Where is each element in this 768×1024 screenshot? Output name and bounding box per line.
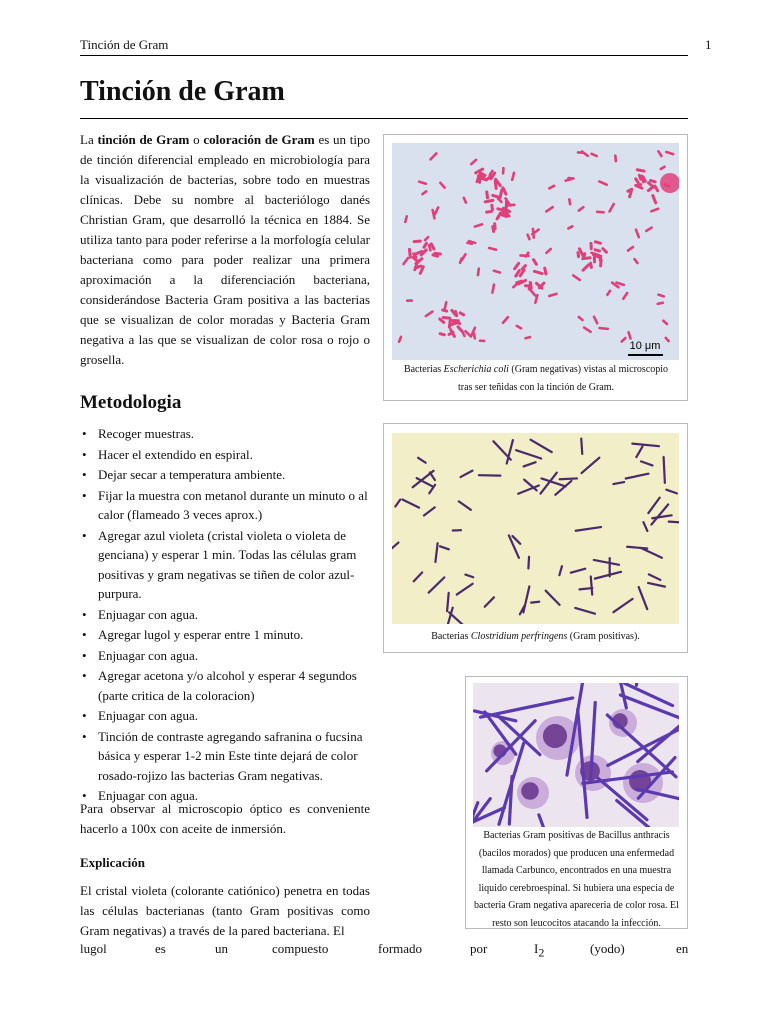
methodology-step: • Agregar azul violeta (cristal violeta o violeta de genciana) y esperar 1 min. Todas las células gram positivas y gram negativas se tiñen de color azul-purpura. xyxy=(80,526,372,604)
closing-line: Para observar al microscopio óptico es conveniente xyxy=(80,801,370,816)
intro-line: de tinción diferencial empleado en microbiología para xyxy=(80,152,370,167)
text-run: Escherichia coli xyxy=(443,364,509,375)
explanation-last-line xyxy=(80,941,688,971)
explanation-word: compuesto xyxy=(272,941,329,956)
formula-base: I xyxy=(534,941,539,956)
explanation-word: es xyxy=(155,941,166,956)
figure-ecoli xyxy=(383,134,688,401)
explanation-word: lugol xyxy=(80,941,107,956)
explanation-paragraph xyxy=(80,881,370,941)
methodology-step: • Tinción de contraste agregando safranina o fucsina básica y esperar 1-2 min Este tinte dejará de color rosado-rojizo las bacterias Gram negativas. xyxy=(80,727,372,786)
explanation-word: un xyxy=(215,941,228,956)
methodology-closing-paragraph xyxy=(80,799,370,839)
intro-paragraph xyxy=(80,130,370,370)
figure-ecoli-caption xyxy=(398,361,674,396)
text-run: Bacterias xyxy=(431,631,471,642)
intro-line: grosella. xyxy=(80,352,125,367)
text-run: (Gram negativas) vistas al microscopio tras ser teñidas con la tinción de Gram. xyxy=(457,364,669,393)
anthracis-micrograph xyxy=(473,683,679,827)
intro-line: aproximación a la diferenciación bacteriana, xyxy=(80,272,370,287)
explanation-word: (yodo) xyxy=(590,941,625,956)
explanation-line: las células bacterianas (tanto Gram positivas como xyxy=(80,903,370,918)
text-run: La xyxy=(80,132,98,147)
intro-line: la visualización de bacterias, sobre todo en muestras xyxy=(80,172,370,187)
intro-line: que se visualizan de color moradas y Bacteria Gram xyxy=(80,312,370,327)
text-run: tinción de Gram xyxy=(97,132,190,147)
explanation-line: El cristal violeta (colorante catiónico) penetra en todas xyxy=(80,883,370,898)
text-run: Clostridium perfringens xyxy=(470,631,568,642)
title-rule xyxy=(80,118,688,119)
text-run: (Gram positivas). xyxy=(567,631,640,642)
explanation-line: Gram negativas) a través de la pared bacteriana. El xyxy=(80,923,345,938)
methodology-step: • Fijar la muestra con metanol durante un minuto o al calor (flameado 3 veces aprox.) xyxy=(80,486,372,525)
iodine-formula xyxy=(534,941,544,961)
intro-line: considerándose Bacteria Gram positiva a las bacterias xyxy=(80,292,370,307)
closing-line: hacerlo a 100x con aceite de inmersión. xyxy=(80,821,287,836)
methodology-heading: Metodologia xyxy=(80,392,182,413)
figure-anthracis-caption: Bacterias Gram positivas de Bacillus anthracis (bacilos morados) que producen una enfermedad llamada Carbunco, encontrados en una muestra liquido cerebroespinal. Si hubiera una especia de bacteria Gram negativa apareceria de color rosa. El resto son leucocitos atacando la infección. xyxy=(474,830,679,929)
explanation-word: por xyxy=(470,941,488,956)
methodology-step: • Hacer el extendido en espiral. xyxy=(80,445,372,465)
article-title: Tinción de Gram xyxy=(80,76,285,107)
explanation-heading: Explicación xyxy=(80,855,146,870)
methodology-step: • Agregar acetona y/o alcohol y esperar 4 segundos (parte critica de la coloracion) xyxy=(80,666,372,705)
methodology-step: • Enjuagar con agua. xyxy=(80,646,372,666)
ecoli-micrograph xyxy=(392,143,679,360)
text-run: es un tipo xyxy=(314,132,370,147)
intro-line: negativa a las que se visualizan de color rosa o rojo o xyxy=(80,332,370,347)
intro-line: bacteriana como para poder realizar una primera xyxy=(80,252,370,267)
header-rule xyxy=(80,55,688,56)
page-number: 1 xyxy=(705,37,712,52)
intro-line xyxy=(80,130,370,150)
running-header-title: Tinción de Gram xyxy=(80,37,169,52)
methodology-step: • Enjuagar con agua. xyxy=(80,706,372,726)
figure-clostridium-caption xyxy=(392,628,679,646)
methodology-step: • Dejar secar a temperatura ambiente. xyxy=(80,465,372,485)
text-run: coloración de Gram xyxy=(203,132,315,147)
methodology-step: • Agregar lugol y esperar entre 1 minuto. xyxy=(80,625,372,645)
figure-clostridium xyxy=(383,423,688,653)
formula-subscript: 2 xyxy=(538,945,545,960)
figure-anthracis xyxy=(465,676,688,929)
intro-line: Christian Gram, que desarrolló la técnica en 1884. Se xyxy=(80,212,370,227)
explanation-word: en xyxy=(676,941,689,956)
methodology-step: • Enjuagar con agua. xyxy=(80,605,372,625)
scale-bar-label: 10 μm xyxy=(629,340,661,352)
methodology-step: • Enjuagar con agua. xyxy=(80,786,372,806)
methodology-steps-list xyxy=(80,424,372,807)
intro-line: clínicas. Debe su nombre al bacteriólogo danés xyxy=(80,192,370,207)
explanation-word: formado xyxy=(378,941,423,956)
methodology-step: • Recoger muestras. xyxy=(80,424,372,444)
text-run: o xyxy=(189,132,204,147)
intro-line: utiliza tanto para poder referirse a la morfología celular xyxy=(80,232,370,247)
clostridium-micrograph xyxy=(392,433,679,624)
text-run: Bacterias xyxy=(403,364,444,375)
